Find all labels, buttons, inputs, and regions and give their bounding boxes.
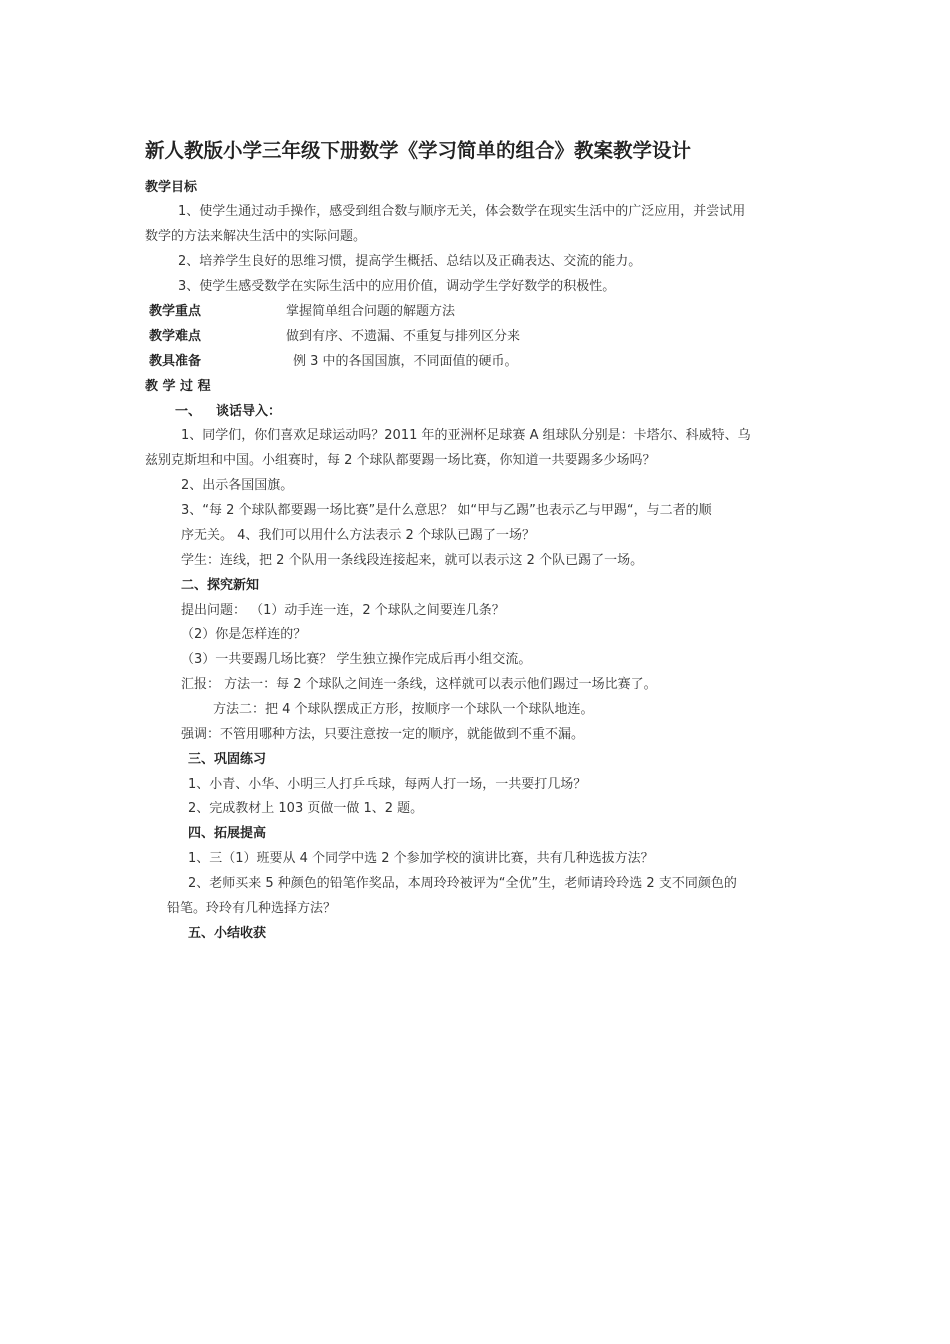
teaching-tools-value: 例 3 中的各国国旗，不同面值的硬币。 bbox=[293, 354, 518, 369]
section-3-exercise-1: 1、小青、小华、小明三人打乒乓球，每两人打一场，一共要打几场？ bbox=[188, 777, 587, 792]
goal-item-3: 3、使学生感受数学在实际生活中的应用价值，调动学生学好数学的积极性。 bbox=[178, 279, 616, 294]
page-title: 新人教版小学三年级下册数学《学习简单的组合》教案教学设计 bbox=[145, 139, 692, 162]
goal-item-1-continued: 数学的方法来解决生活中的实际问题。 bbox=[145, 229, 367, 244]
section-1-paragraph-1: 1、同学们，你们喜欢足球运动吗？2011 年的亚洲杯足球赛 A 组球队分别是：卡塔尔、科威特、乌 bbox=[181, 428, 751, 443]
goal-item-2: 2、培养学生良好的思维习惯，提高学生概括、总结以及正确表达、交流的能力。 bbox=[178, 254, 642, 269]
section-1-paragraph-4: 学生：连线，把 2 个队用一条线段连接起来，就可以表示这 2 个队已踢了一场。 bbox=[181, 553, 644, 568]
difficult-point-value: 做到有序、不遗漏、不重复与排列区分来 bbox=[286, 329, 521, 344]
section-2-report-method-2: 方法二：把 4 个球队摆成正方形，按顺序一个球队一个球队地连。 bbox=[213, 702, 594, 717]
section-2-title: 二、探究新知 bbox=[181, 578, 260, 593]
goal-item-1: 1、使学生通过动手操作，感受到组合数与顺序无关，体会数学在现实生活中的广泛应用，并尝试用 bbox=[178, 204, 746, 219]
key-point-label: 教学重点 bbox=[149, 304, 202, 319]
section-2-question: 提出问题： （1）动手连一连，2 个球队之间要连几条？ bbox=[181, 603, 505, 618]
section-2-subquestion-3: （3）一共要踢几场比赛？ 学生独立操作完成后再小组交流。 bbox=[181, 652, 532, 667]
section-1-paragraph-2: 2、出示各国国旗。 bbox=[181, 478, 294, 493]
section-4-exercise-1: 1、三（1）班要从 4 个同学中选 2 个参加学校的演讲比赛，共有几种选拔方法？ bbox=[188, 851, 654, 866]
section-4-exercise-2: 2、老师买来 5 种颜色的铅笔作奖品，本周玲玲被评为“全优”生，老师请玲玲选 2 支不同颜色的 bbox=[188, 876, 737, 891]
teaching-tools-label: 教具准备 bbox=[149, 354, 202, 369]
difficult-point-label: 教学难点 bbox=[149, 329, 202, 344]
section-1-paragraph-1-continued: 兹别克斯坦和中国。小组赛时，每 2 个球队都要踢一场比赛，你知道一共要踢多少场吗？ bbox=[145, 453, 656, 468]
section-2-report-method-1: 汇报： 方法一：每 2 个球队之间连一条线，这样就可以表示他们踢过一场比赛了。 bbox=[181, 677, 657, 692]
teaching-process-heading: 教 学 过 程 bbox=[145, 379, 211, 394]
section-1-paragraph-3-continued: 序无关。 4、我们可以用什么方法表示 2 个球队已踢了一场？ bbox=[181, 528, 535, 543]
section-1-title: 谈话导入： bbox=[216, 404, 282, 419]
section-4-exercise-2-continued: 铅笔。玲玲有几种选择方法？ bbox=[167, 901, 337, 916]
section-5-title: 五、小结收获 bbox=[188, 926, 267, 941]
section-1-number: 一、 bbox=[175, 404, 202, 419]
section-3-title: 三、巩固练习 bbox=[188, 752, 267, 767]
teaching-goals-heading: 教学目标 bbox=[145, 180, 198, 195]
section-4-title: 四、拓展提高 bbox=[188, 826, 267, 841]
section-1-paragraph-3: 3、“每 2 个球队都要踢一场比赛”是什么意思？ 如“甲与乙踢”也表示乙与甲踢“，与二者的顺 bbox=[181, 503, 712, 518]
section-2-emphasis: 强调：不管用哪种方法，只要注意按一定的顺序，就能做到不重不漏。 bbox=[181, 727, 585, 742]
key-point-value: 掌握简单组合问题的解题方法 bbox=[286, 304, 456, 319]
section-2-subquestion-2: （2）你是怎样连的？ bbox=[181, 627, 307, 642]
section-3-exercise-2: 2、完成教材上 103 页做一做 1、2 题。 bbox=[188, 801, 424, 816]
